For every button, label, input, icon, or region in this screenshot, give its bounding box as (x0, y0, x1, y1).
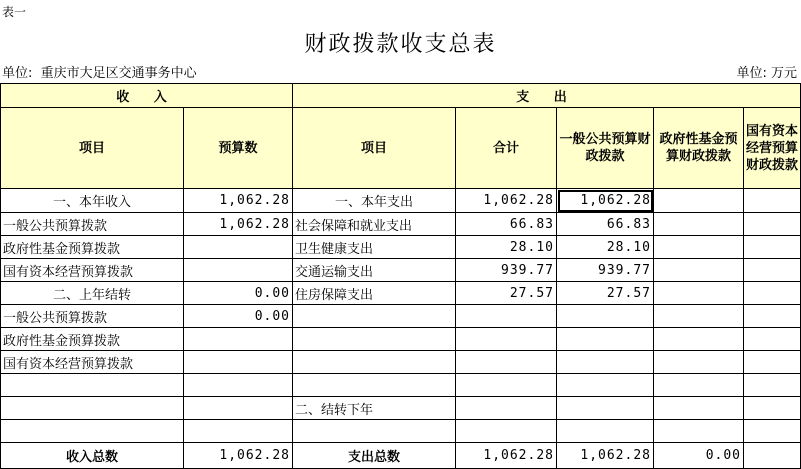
expense-total-label[interactable]: 支出总数 (293, 443, 456, 469)
table-row (1, 305, 801, 328)
table-row (1, 328, 801, 351)
income-total-value[interactable]: 1,062.28 (184, 443, 293, 469)
general-public-cell[interactable] (557, 351, 654, 374)
expense-item-cell[interactable] (293, 305, 456, 328)
table-row (1, 259, 801, 282)
header-state-capital[interactable]: 国有资本经营预算财政拨款 (744, 108, 801, 189)
state-capital-cell[interactable] (744, 282, 801, 305)
income-value-cell[interactable] (184, 374, 293, 397)
income-value-cell[interactable] (184, 397, 293, 420)
table-body (1, 189, 801, 443)
expense-total-cell[interactable]: 66.83 (456, 213, 557, 236)
expense-item-cell[interactable] (293, 351, 456, 374)
gov-fund-cell[interactable] (654, 374, 744, 397)
expense-item-cell[interactable]: 交通运输支出 (293, 259, 456, 282)
general-public-cell[interactable] (557, 328, 654, 351)
expense-item-cell[interactable] (293, 328, 456, 351)
general-public-cell[interactable]: 66.83 (557, 213, 654, 236)
income-value-cell[interactable]: 1,062.28 (184, 213, 293, 236)
state-capital-cell[interactable] (744, 259, 801, 282)
expense-total-cell[interactable] (456, 420, 557, 443)
totals-row (1, 443, 801, 469)
gov-fund-cell[interactable] (654, 328, 744, 351)
unit-currency: 单位: 万元 (736, 66, 797, 81)
income-value-cell[interactable] (184, 328, 293, 351)
income-item-cell[interactable]: 国有资本经营预算拨款 (1, 351, 184, 374)
income-item-cell[interactable]: 二、上年结转 (1, 282, 184, 305)
state-capital-cell[interactable] (744, 420, 801, 443)
expense-item-cell[interactable]: 二、结转下年 (293, 397, 456, 420)
unit-organization: 单位: 重庆市大足区交通事务中心 (2, 66, 197, 81)
gov-fund-cell[interactable] (654, 351, 744, 374)
state-capital-cell[interactable] (744, 189, 801, 213)
gov-fund-cell[interactable] (654, 305, 744, 328)
general-public-cell[interactable] (557, 420, 654, 443)
state-capital-cell[interactable] (744, 374, 801, 397)
income-item-cell[interactable]: 国有资本经营预算拨款 (1, 259, 184, 282)
sheet-label: 表一 (2, 5, 27, 19)
state-capital-cell[interactable] (744, 397, 801, 420)
table-row (1, 374, 801, 397)
table-row (1, 236, 801, 259)
state-capital-cell[interactable] (744, 236, 801, 259)
general-public-cell[interactable] (557, 397, 654, 420)
expense-total-cell[interactable] (456, 351, 557, 374)
expense-total-cell[interactable]: 1,062.28 (456, 189, 557, 213)
expense-item-cell[interactable]: 卫生健康支出 (293, 236, 456, 259)
expense-item-cell[interactable] (293, 420, 456, 443)
header-gov-fund[interactable]: 政府性基金预算财政拨款 (654, 108, 744, 189)
state-capital-cell[interactable] (744, 305, 801, 328)
header-expense-item[interactable]: 项目 (293, 108, 456, 189)
section-income[interactable]: 收 入 (1, 84, 293, 108)
income-value-cell[interactable] (184, 236, 293, 259)
general-public-cell[interactable]: 1,062.28 (557, 189, 654, 213)
expense-item-cell[interactable]: 社会保障和就业支出 (293, 213, 456, 236)
expense-total-state-capital[interactable] (744, 443, 801, 469)
gov-fund-cell[interactable] (654, 397, 744, 420)
income-value-cell[interactable] (184, 351, 293, 374)
expense-total-cell[interactable] (456, 374, 557, 397)
state-capital-cell[interactable] (744, 328, 801, 351)
table-row (1, 351, 801, 374)
gov-fund-cell[interactable] (654, 236, 744, 259)
section-header-row (1, 84, 801, 108)
expense-total-cell[interactable]: 28.10 (456, 236, 557, 259)
column-header-row (1, 108, 801, 189)
expense-item-cell[interactable]: 住房保障支出 (293, 282, 456, 305)
income-value-cell[interactable]: 0.00 (184, 282, 293, 305)
section-expense[interactable]: 支 出 (293, 84, 801, 108)
expense-total-cell[interactable] (456, 397, 557, 420)
gov-fund-cell[interactable] (654, 213, 744, 236)
income-value-cell[interactable] (184, 259, 293, 282)
expense-total-cell[interactable] (456, 328, 557, 351)
income-value-cell[interactable]: 0.00 (184, 305, 293, 328)
income-value-cell[interactable]: 1,062.28 (184, 189, 293, 213)
expense-total-value[interactable]: 1,062.28 (456, 443, 557, 469)
income-value-cell[interactable] (184, 420, 293, 443)
state-capital-cell[interactable] (744, 351, 801, 374)
income-item-cell[interactable]: 一般公共预算拨款 (1, 305, 184, 328)
table-row (1, 420, 801, 443)
general-public-cell[interactable] (557, 305, 654, 328)
income-total-label[interactable]: 收入总数 (1, 443, 184, 469)
table-row (1, 397, 801, 420)
expense-total-cell[interactable]: 939.77 (456, 259, 557, 282)
header-total[interactable]: 合计 (456, 108, 557, 189)
gov-fund-cell[interactable] (654, 282, 744, 305)
expense-total-general-public[interactable]: 1,062.28 (557, 443, 654, 469)
header-income-budget[interactable]: 预算数 (184, 108, 293, 189)
general-public-cell[interactable]: 28.10 (557, 236, 654, 259)
income-item-cell[interactable]: 一般公共预算拨款 (1, 213, 184, 236)
page-title: 财政拨款收支总表 (304, 32, 497, 57)
header-income-item[interactable]: 项目 (1, 108, 184, 189)
expense-item-cell[interactable] (293, 374, 456, 397)
gov-fund-cell[interactable] (654, 259, 744, 282)
header-general-public[interactable]: 一般公共预算财政拨款 (557, 108, 654, 189)
gov-fund-cell[interactable] (654, 189, 744, 213)
income-item-cell[interactable]: 政府性基金预算拨款 (1, 236, 184, 259)
income-item-cell[interactable]: 政府性基金预算拨款 (1, 328, 184, 351)
state-capital-cell[interactable] (744, 213, 801, 236)
expense-item-cell[interactable]: 一、本年支出 (293, 189, 456, 213)
general-public-cell[interactable]: 27.57 (557, 282, 654, 305)
general-public-cell[interactable]: 939.77 (557, 259, 654, 282)
general-public-cell[interactable] (557, 374, 654, 397)
income-item-cell[interactable] (1, 397, 184, 420)
table-row (1, 189, 801, 213)
expense-total-cell[interactable]: 27.57 (456, 282, 557, 305)
income-item-cell[interactable] (1, 374, 184, 397)
income-item-cell[interactable]: 一、本年收入 (1, 189, 184, 213)
income-item-cell[interactable] (1, 420, 184, 443)
gov-fund-cell[interactable] (654, 420, 744, 443)
expense-total-cell[interactable] (456, 305, 557, 328)
budget-table (0, 83, 801, 469)
table-row (1, 213, 801, 236)
expense-total-gov-fund[interactable]: 0.00 (654, 443, 744, 469)
table-row (1, 282, 801, 305)
